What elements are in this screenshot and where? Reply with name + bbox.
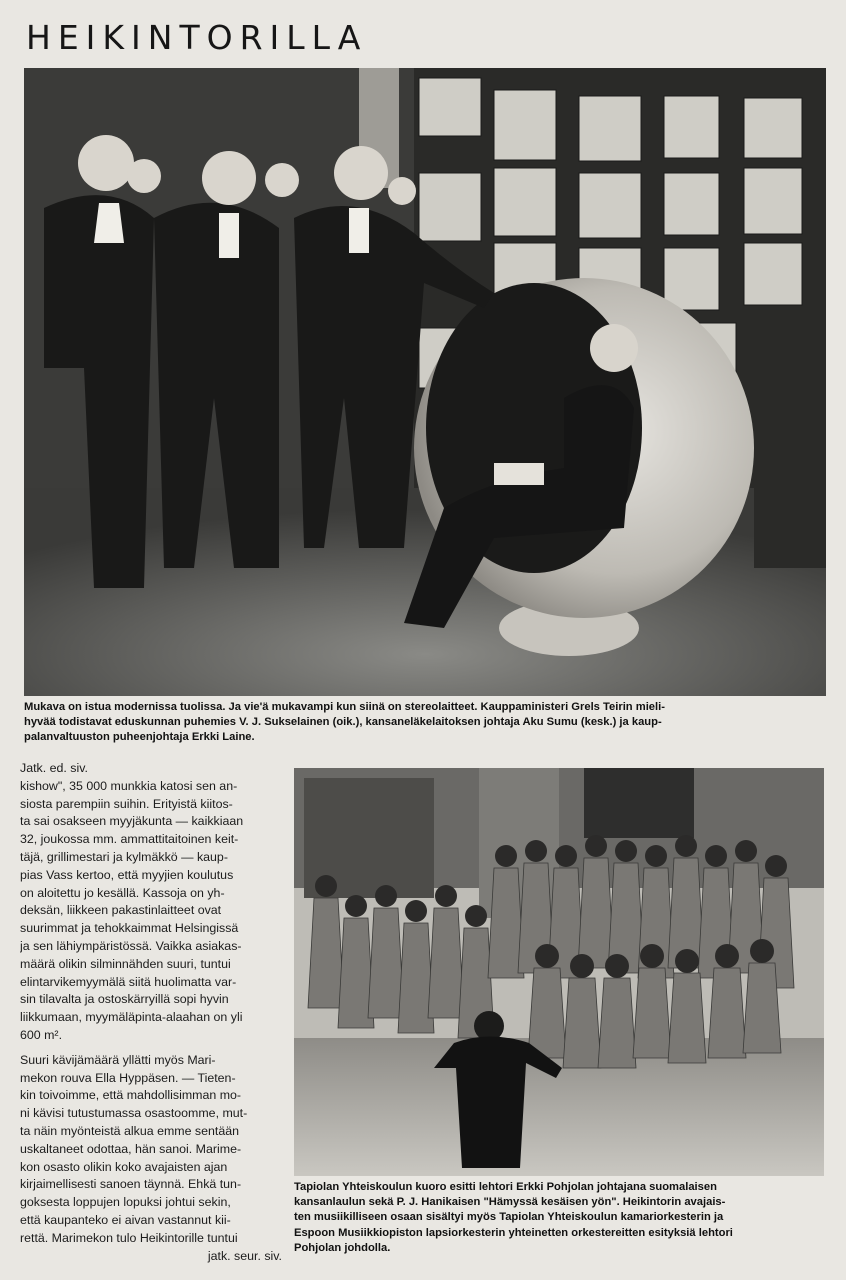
continued-note: jatk. seur. siv. [207,1248,282,1263]
body-line: on aloitettu jo kesällä. Kassoja on yh- [20,885,225,900]
caption-line: kansanlaulun sekä P. J. Hanikaisen "Hämyssä kesäisen yön". Heikintorin avajais- [294,1196,726,1209]
body-line: uskaltaneet odottaa, hän sanoi. Marime- [20,1141,242,1156]
body-line: suurimmat ja tehokkaimmat Helsingissä [20,921,239,936]
caption-line: hyvää todistavat eduskunnan puhemies V. J. Sukselainen (oik.), kansaneläkelaitoksen johtaja Aku Sumu (kesk.) ja kaup- [24,716,662,729]
body-line: Suuri kävijämäärä yllätti myös Mari- [20,1052,216,1067]
body-line: rettä. Marimekon tulo Heikintorille tuntui [20,1230,238,1245]
photo-choir [294,768,824,1176]
body-line: ni kävisi tutustumassa osastoomme, mut- [20,1106,248,1121]
caption-line: Mukava on istua modernissa tuolissa. Ja vie'ä mukavampi kun siinä on stereolaitteet. Kauppaministeri Grels Teirin mieli- [24,701,665,713]
caption-line: ten musiikilliseen osaan sisältyi myös Tapiolan Yhteiskoulun kamariorkesterin ja [294,1211,724,1224]
body-line: mekon rouva Ella Hyppäsen. — Tieten- [20,1070,236,1085]
body-line: Jatk. ed. siv. [20,761,88,775]
body-line: että kaupanteko ei aivan vastannut kii- [20,1212,231,1227]
body-line: 600 m². [20,1027,63,1042]
body-line: pias Vass kertoo, että myyjien koulutus [20,867,234,882]
body-line: ta sai osakseen myyjäkunta — kaikkiaan [20,814,244,829]
body-line: kirjaimellisesti sanoen täynnä. Ehkä tun- [20,1177,242,1192]
photo-ball-chair [24,68,826,696]
body-line: goksesta loppujen lopuksi johtui sekin, [20,1195,231,1210]
caption-line: palanvaltuuston puheenjohtaja Erkki Laine. [24,731,255,744]
body-line: sin tilavalta ja ostoskärryillä sopi hyvin [20,992,229,1007]
body-line: täjä, grillimestari ja kylmäkkö — kaup- [20,849,228,864]
caption-line: Espoon Musiikkiopiston lapsiorkesterin yhteinetten orkestereitten esityksiä lehtori [294,1226,733,1239]
body-line: siosta parempiin suihin. Erityistä kiitos- [20,796,233,811]
body-line: kishow", 35 000 munkkia katosi sen an- [20,778,238,793]
page-title: HEIKINTORILLA [26,18,368,57]
photo-caption-top [24,700,826,746]
body-line: liikkumaan, myymäläpinta-alaahan on yli [20,1010,243,1025]
article-body [20,760,282,1265]
photo-caption-bottom [294,1180,824,1256]
caption-line: Tapiolan Yhteiskoulun kuoro esitti lehtori Erkki Pohjolan johtajana suomalaisen [294,1181,717,1193]
caption-line: Pohjolan johdolla. [294,1241,391,1254]
body-line: ja sen lähiympäristössä. Vaikka asiakas- [20,938,242,953]
body-line: kin toivoimme, että mahdollisimman mo- [20,1088,242,1103]
body-line: elintarvikemyymälä siitä huolimatta var- [20,974,237,989]
body-line: ta näin myönteistä alkua emme sentään [20,1123,240,1138]
body-line: kon osasto olikin koko avajaisten ajan [20,1159,228,1174]
body-line: määrä olikin silminnähden suuri, tuntui [20,956,231,971]
body-line: deksän, liikkeen pakastinlaitteet ovat [20,903,222,918]
body-line: 32, joukossa mm. ammattitaitoinen keit- [20,832,239,847]
